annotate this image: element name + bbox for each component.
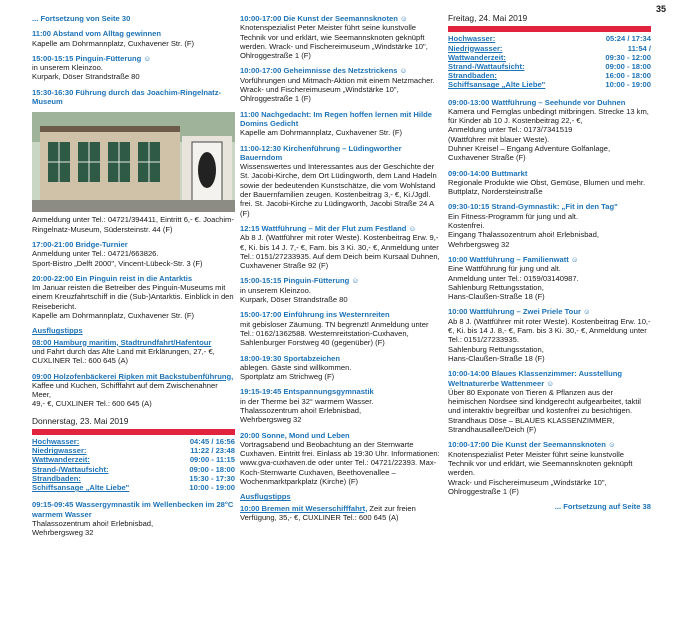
event-title: 10:00 Wattführung – Zwei Priele Tour ☺ [448, 307, 591, 317]
tide-row [448, 34, 651, 43]
event-title: 10:00-17:00 Die Kunst der Seemannsknoten ☺ [448, 440, 616, 450]
event-line: Ohlroggestraße 1 (F) [448, 486, 519, 496]
event-title: 19:15-19:45 Entspannungsgymnastik [240, 387, 374, 397]
tide-label: Strandbaden: [32, 473, 81, 483]
event-line: Ab 8 J. (Wattführer mit roter Weste). Kostenbeitrag Erw. 10,- €, Ki. bis 14 J. 8,- €, Fam. bis 3 Ki. 30,- €, Anmeldung unter Tel.: 0151/27233935. [448, 316, 651, 345]
event-line: (Wattführer mit blauer Weste). [448, 134, 550, 144]
event-title: 10:00 Bremen mit Weserschifffahrt, [240, 503, 368, 513]
event-entry [240, 310, 443, 347]
event-title: 09:00 Holzofenbäckerei Ripken mit Backstubenführung, [32, 371, 234, 381]
event-title: 15:00-15:15 Pinguin-Fütterung ☺ [32, 53, 152, 63]
tide-row [448, 62, 651, 71]
event-line: Hans-Claußen-Straße 18 (F) [448, 353, 545, 363]
event-entry [240, 504, 443, 523]
event-entry [240, 224, 443, 270]
ausflugstipps-heading: Ausflugstipps [32, 326, 83, 336]
event-title: 11:00 Abstand vom Alltag gewinnen [32, 29, 161, 39]
event-line: Wrack- und Fischereimuseum „Windstärke 10", [448, 477, 607, 487]
tide-row [448, 44, 651, 53]
tide-label: Strandbaden: [448, 71, 497, 81]
event-title: 20:00 Sonne, Mond und Leben [240, 430, 350, 440]
tide-label: Schiffsansage „Alte Liebe" [32, 483, 130, 493]
event-entry [240, 66, 443, 103]
event-title: 10:00 Wattführung – Familienwatt ☺ [448, 254, 579, 264]
tide-value: 05:24 / 17:34 [605, 34, 651, 44]
event-line: in unserem Kleinzoo. [32, 63, 103, 73]
event-line: Regionale Produkte wie Obst, Gemüse, Blumen und mehr. Buttplatz, Nordersteinstraße [448, 177, 646, 197]
event-entry [32, 274, 235, 320]
tide-label: Strand-/Wattaufsicht: [32, 464, 109, 474]
event-line: Ein Fitness-Programm für jung und alt. [448, 211, 578, 221]
tide-row [448, 80, 651, 89]
event-line: Im Januar reisten die Betreiber des Pinguin-Museums mit einem Kreuzfahrtschiff in die (Sub-)Antarktis. Einblick in den Reisebericht. [32, 283, 234, 311]
event-line: Sportplatz am Strichweg (F) [240, 372, 335, 382]
event-title: 11:00-12:30 Kirchenführung – Lüdingworther Bauerndom [240, 143, 402, 162]
column-2 [240, 14, 443, 528]
tide-label: Schiffsansage „Alte Liebe" [448, 80, 546, 90]
tide-value: 09:00 - 18:00 [605, 61, 651, 71]
tide-row [448, 53, 651, 62]
tide-row [32, 455, 235, 464]
event-line: Kurpark, Döser Strandstraße 80 [32, 72, 140, 82]
museum-photo [32, 112, 235, 212]
event-entry [32, 338, 235, 366]
event-entry [448, 369, 651, 434]
event-title: 20:00-22:00 Ein Pinguin reist in die Antarktis [32, 273, 193, 283]
event-line: Anmeldung unter Tel.: 0159/03140987. [448, 273, 579, 283]
event-line: Duhner Kreisel – Engang Adventure Golfanlage, Cuxhavener Straße (F) [448, 144, 611, 163]
column-3 [448, 14, 651, 511]
event-entry [32, 372, 235, 409]
event-line: Kapelle am Dohrmannplatz, Cuxhavener Str. (F) [240, 128, 403, 138]
tide-label: Hochwasser: [32, 437, 80, 447]
event-line: Vortragsabend und Beobachtung an der Sternwarte Cuxhaven. Eintritt frei. Einlass ab 19:30 Uhr. Informationen: www.gva-cuxhaven.de oder unter Tel.: 04721/22393. Max-Koch-Sternwarte Cuxhaven, Beethovenallee – Wochenmarktparkplatz (Kirche) (F) [240, 439, 440, 487]
event-title: 08:00 Hamburg maritim, Stadtrundfahrt/Hafentour [32, 337, 212, 347]
event-line: Ab 8 J. (Wattführer mit roter Weste). Kostenbeitrag Erw. 9,- €, Ki. bis 14 J. 7,- €, Fam. bis 3 Ki. 30,- €, Anmeldung unter Tel.: 0151/27233935. Auf dem Deich beim Kursaal Duhnen, Cuxhavener Straße 92 (F) [240, 233, 440, 271]
event-entry [240, 144, 443, 218]
event-line: Wehrbergsweg 32 [240, 415, 302, 425]
tide-label: Wattwanderzeit: [32, 455, 90, 465]
event-line: Kurpark, Döser Strandstraße 80 [240, 295, 348, 305]
event-title: 18:00-19:30 Sportabzeichen [240, 353, 341, 363]
event-line: und Fahrt durch das Alte Land mit Erklärungen, 27,- €, CUXLINER Tel.: 600 645 (A) [32, 346, 215, 366]
tide-value: 04:45 / 16:56 [189, 437, 235, 447]
photo-caption: Anmeldung unter Tel.: 04721/394411, Eintritt 6,- €. Joachim-Ringelnatz-Museum, Südersteinstr. 44 (F) [32, 215, 234, 234]
event-title: 12:15 Wattführung – Mit der Flut zum Festland ☺ [240, 223, 417, 233]
event-title: 09:00-13:00 Wattführung – Seehunde vor Duhnen [448, 97, 626, 107]
event-line: ablegen. Gäste sind willkommen. [240, 362, 352, 372]
event-line: Thalassozentrum ahoi! Erlebnisbad, [240, 405, 362, 415]
event-title: 15:00-17:00 Einführung ins Westernreiten [240, 310, 390, 320]
event-line: Kapelle am Dohrmannplatz, Cuxhavener Str. (F) [32, 311, 195, 321]
tide-table-friday [448, 26, 651, 89]
tide-table-thursday [32, 429, 235, 492]
event-line: Kostenfrei. [448, 221, 485, 231]
event-line: Sahlenburg Rettungsstation, [448, 344, 544, 354]
tide-row [32, 465, 235, 474]
event-line: Anmeldung unter Tel.: 0173/7341519 [448, 125, 573, 135]
event-entry [32, 54, 235, 82]
event-entry [240, 14, 443, 60]
page-number: 35 [655, 4, 666, 14]
event-title: 11:00 Nachgedacht: Im Regen hoffen lernen mit Hilde Domins Gedicht [240, 109, 432, 128]
event-entry [240, 387, 443, 424]
continued-to: ... Fortsetzung auf Seite 38 [554, 502, 651, 512]
event-title: 09:30-10:15 Strand-Gymnastik: „Fit in den Tag" [448, 202, 618, 212]
tide-value: 16:00 - 18:00 [605, 71, 651, 81]
event-line: in unserem Kleinzoo. [240, 285, 311, 295]
event-line: Sahlenburg Rettungsstation, [448, 282, 544, 292]
event-entry [448, 169, 651, 197]
tide-label: Niedrigwasser: [32, 446, 87, 456]
column-1 [32, 14, 235, 543]
tide-row [32, 446, 235, 455]
event-line: Kamera und Fernglas unbedingt mitbringen. Strecke 13 km, für Kinder ab 10 J. Kostenbeitrag 22,- €, [448, 106, 649, 126]
event-title: 15:30-16:30 Führung durch das Joachim-Ringelnatz-Museum [32, 87, 222, 107]
tide-label: Hochwasser: [448, 34, 496, 44]
tide-label: Niedrigwasser: [448, 43, 503, 53]
event-line: Vorführungen und Mitmach-Aktion mit einem Netzmacher. Wrack- und Fischereimuseum „Windstärke 10", Ohlroggestraße 1 (F) [240, 75, 435, 104]
event-line: Eingang Thalassozentrum ahoi! Erlebnisbad, Wehrbergsweg 32 [448, 230, 599, 249]
event-title: 09:00-14:00 Buttmarkt [448, 168, 528, 178]
tide-value: 15:30 - 17:30 [189, 473, 235, 483]
tide-value: 09:00 - 11:15 [189, 455, 235, 465]
museum-building-illustration [32, 112, 235, 212]
event-title: 15:00-15:15 Pinguin-Fütterung ☺ [240, 276, 360, 286]
event-line: Strandhaus Döse – BLAUES KLASSENZIMMER, Strandhausallee/Deich (F) [448, 415, 615, 435]
event-title: 10:00-14:00 Blaues Klassenzimmer: Ausstellung Weltnaturerbe Wattenmeer ☺ [448, 369, 623, 388]
event-line: Knotenspezialist Peter Meister führt seine kunstvolle Technik vor und erklärt, wie Seemannsknoten geknüpft werden. [448, 449, 633, 478]
tide-value: 11:22 / 23:48 [190, 446, 235, 456]
tide-row [448, 71, 651, 80]
event-line: mit gebisloser Zäumung. TN begrenzt! Anmeldung unter Tel.: 0162/1362588. Westernreitstation-Cuxhaven, Sahlenburger Forstweg 40 (gegenüber) (F) [240, 319, 429, 348]
event-title: 10:00-17:00 Die Kunst der Seemannsknoten ☺ [240, 14, 408, 23]
event-entry [448, 98, 651, 163]
tide-label: Wattwanderzeit: [448, 52, 506, 62]
tide-value: 09:00 - 18:00 [189, 464, 235, 474]
event-entry [240, 354, 443, 382]
tide-value: 11:54 / [627, 43, 651, 53]
event-title: 09:15-09:45 Wassergymnastik im Wellenbecken im 28°C warmem Wasser [32, 500, 234, 519]
event-entry [448, 255, 651, 301]
event-line: Wissenswertes und Interessantes aus der Geschichte der St. Jacobi-Kirche, dem Ort Lüdingworth, dem Land Hadeln sowie der bedeutenden Kunstschätze, die vom Wohlstand der Bauernfamilien zeugen. Kostenbeitrag 3,- €, Ki./Jgdl. frei. St. Jacobi-Kirche zu Lüdingworth, Jacobi Straße 24 A (F) [240, 162, 437, 218]
event-line: Eine Wattführung für jung und alt. [448, 264, 561, 274]
tide-label: Strand-/Wattaufsicht: [448, 61, 525, 71]
event-line: Anmeldung unter Tel.: 04721/663826. [32, 249, 159, 259]
event-line: Wehrbergsweg 32 [32, 528, 94, 538]
event-line: Knotenspezialist Peter Meister führt seine kunstvolle Technik vor und erklärt, wie Seemannsknoten geknüpft werden. Wrack- und Fischereimuseum „Windstärke 10", Ohlroggestraße 1 (F) [240, 23, 428, 61]
event-entry [240, 276, 443, 304]
event-entry [448, 440, 651, 496]
event-line: Hans-Claußen-Straße 18 (F) [448, 292, 545, 302]
event-entry [32, 240, 235, 268]
event-entry [448, 202, 651, 248]
event-line: Kapelle am Dohrmannplatz, Cuxhavener Str. (F) [32, 38, 195, 48]
event-entry [32, 500, 235, 537]
event-line: Sport-Bistro „Delft 2000", Vincent-Lübeck-Str. 3 (F) [32, 258, 203, 268]
event-line: in der Therme bei 32° warmem Wasser. [240, 396, 374, 406]
tide-row [32, 483, 235, 492]
event-line: 49,- €, CUXLINER Tel.: 600 645 (A) [32, 399, 152, 409]
event-title: 10:00-17:00 Geheimnisse des Netzstrickens ☺ [240, 66, 408, 76]
event-title: 17:00-21:00 Bridge-Turnier [32, 239, 128, 249]
day-heading-friday: Freitag, 24. Mai 2019 [448, 13, 528, 23]
event-title-rest: Kaffee und Kuchen, Schifffahrt auf dem Zwischenahner Meer, [32, 380, 218, 400]
event-line: Über 80 Exponate von Tieren & Pflanzen aus der heimischen Nordsee sind kindgerecht aufgearbeitet, taktil und interaktiv begreifbar und kostenfrei zu besichtigen. [448, 387, 641, 416]
ausflugstipps-heading: Ausflugstipps [240, 492, 291, 502]
tide-row [32, 474, 235, 483]
continued-from: ... Fortsetzung von Seite 30 [32, 14, 131, 23]
tide-value: 09:30 - 12:00 [605, 52, 651, 62]
event-entry [240, 110, 443, 138]
tide-value: 10:00 - 19:00 [189, 483, 235, 493]
event-entry [448, 307, 651, 363]
event-title-rest: Zeit zur freien Verfügung, 35,- €, CUXLINER Tel.: 600 645 (A) [240, 503, 416, 522]
tide-value: 10:00 - 19:00 [605, 80, 651, 90]
day-heading-thursday: Donnerstag, 23. Mai 2019 [32, 415, 129, 426]
event-entry [32, 88, 235, 107]
event-entry [240, 431, 443, 487]
event-entry [32, 29, 235, 48]
tide-row [32, 437, 235, 446]
event-line: Thalassozentrum ahoi! Erlebnisbad, [32, 518, 154, 528]
